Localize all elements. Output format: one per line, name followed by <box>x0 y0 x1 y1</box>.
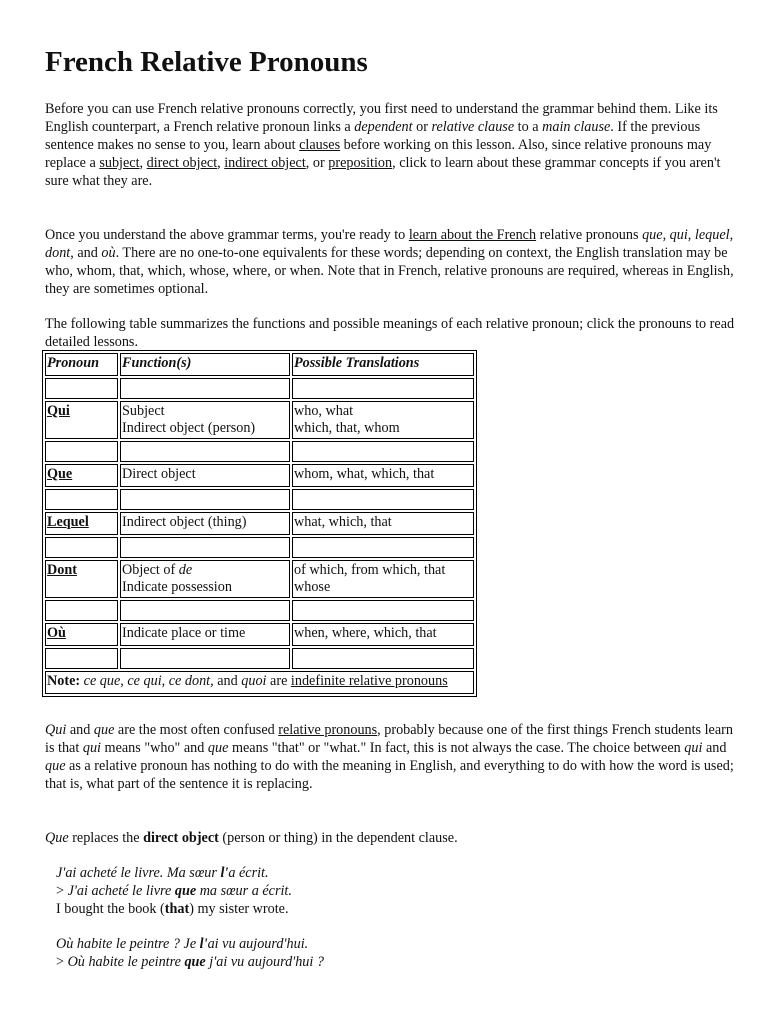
empty-cell <box>120 600 290 621</box>
function-text: Indirect object (person) <box>122 420 256 436</box>
text: relative pronouns <box>536 227 643 243</box>
text: J'ai acheté le livre <box>67 883 175 899</box>
example-highlight: l' <box>220 865 229 881</box>
example-highlight: that <box>164 901 190 917</box>
translation-text: whose <box>294 579 331 595</box>
clauses-link[interactable]: clauses <box>299 137 341 153</box>
note-cell <box>45 671 474 694</box>
text: to a <box>514 119 543 135</box>
text: ai vu aujourd'hui. <box>207 936 309 952</box>
empty-cell <box>292 489 474 510</box>
text: Où habite le peintre ? Je <box>56 936 200 952</box>
function-text: Object of <box>122 562 179 578</box>
word-qui: qui <box>669 227 688 243</box>
translation-text: when, where, which, that <box>292 623 474 646</box>
spacer-row <box>45 378 474 399</box>
text: . There are no one-to-one equivalents for these words; depending on context, the English translation may be who, whom, that, which, whose, where, or when. Note that in French, relative pronouns are required, whereas in English, they are sometimes optional. <box>45 245 734 297</box>
text: or <box>412 119 432 135</box>
text: I bought the book ( <box>56 901 165 917</box>
term-direct-object: direct object <box>143 830 219 846</box>
text: are the most often confused <box>114 722 279 738</box>
text: , and <box>210 673 242 689</box>
text: J'ai acheté le livre. Ma sœur <box>56 865 221 881</box>
text: Once you understand the above grammar terms, you're ready to <box>45 227 409 243</box>
word-que: que <box>93 722 115 738</box>
pronoun-link-qui[interactable]: Qui <box>47 403 70 419</box>
text: , <box>120 673 128 689</box>
table-header-row <box>45 353 474 376</box>
pronoun-link-lequel[interactable]: Lequel <box>47 514 89 530</box>
note-term: ce que <box>83 673 121 689</box>
empty-cell <box>45 378 118 399</box>
function-text: Indirect object (thing) <box>120 512 290 535</box>
example-line <box>56 953 324 971</box>
preposition-link[interactable]: preposition <box>328 155 393 171</box>
word-dont: dont <box>45 245 71 261</box>
empty-cell <box>292 537 474 558</box>
word-de: de <box>178 562 193 578</box>
text: are <box>266 673 291 689</box>
text: , probably because one of the first things French students learn is that <box>45 722 733 756</box>
function-text: Indicate place or time <box>120 623 290 646</box>
translation-text: of which, from which, that <box>294 562 446 578</box>
note-term: quoi <box>241 673 267 689</box>
text: (person or thing) in the dependent clause. <box>218 830 458 846</box>
text: as a relative pronoun has nothing to do with the meaning in English, and everything to do with how the word is used; that is, what part of the sentence it is replacing. <box>45 758 734 792</box>
intro-paragraph <box>45 100 735 190</box>
text: , <box>687 227 695 243</box>
translation-text: who, what <box>294 403 354 419</box>
word-ou: où <box>101 245 116 261</box>
text: The following table summarizes the functions and possible meanings of each relative pronoun; click the pronouns to read detailed lessons. <box>45 316 735 350</box>
translation-text: which, that, whom <box>294 420 400 436</box>
indirect-object-link[interactable]: indirect object <box>224 155 306 171</box>
text: , <box>662 227 670 243</box>
text: > <box>56 954 68 970</box>
spacer-row <box>45 648 474 669</box>
example-highlight: que <box>174 883 197 899</box>
header-translations: Possible Translations <box>292 353 474 376</box>
text: replaces the <box>68 830 144 846</box>
word-lequel: lequel <box>694 227 730 243</box>
grammar-paragraph <box>45 226 735 298</box>
note-term: ce qui <box>127 673 162 689</box>
word-qui: Qui <box>45 722 67 738</box>
text: and <box>702 740 727 756</box>
learn-french-link[interactable]: learn about the French <box>408 227 537 243</box>
text: , <box>217 155 225 171</box>
term-relative-clause: relative clause <box>431 119 515 135</box>
function-text: Direct object <box>120 464 290 487</box>
table-row <box>45 401 474 439</box>
spacer-row <box>45 441 474 462</box>
que-paragraph <box>45 829 735 847</box>
example-line <box>56 864 269 882</box>
function-text: Indicate possession <box>122 579 232 595</box>
table-row <box>45 623 474 646</box>
text: Before you can use French relative pronouns correctly, you first need to understand the grammar behind them. Like its English counterpart, a French relative pronoun links a <box>45 101 718 135</box>
header-functions: Function(s) <box>120 353 290 376</box>
direct-object-link[interactable]: direct object <box>146 155 218 171</box>
empty-cell <box>292 378 474 399</box>
table-row <box>45 560 474 598</box>
text: ) my sister wrote. <box>189 901 289 917</box>
text: means "who" and <box>100 740 208 756</box>
table-intro-paragraph <box>45 315 735 351</box>
empty-cell <box>45 648 118 669</box>
text: and <box>66 722 94 738</box>
example-highlight: l' <box>199 936 208 952</box>
text: a écrit. <box>228 865 269 881</box>
text: means "that" or "what." In fact, this is not always the case. The choice between <box>228 740 685 756</box>
text: > <box>56 883 68 899</box>
text: , and <box>70 245 102 261</box>
word-que: Que <box>45 830 69 846</box>
spacer-row <box>45 489 474 510</box>
example-highlight: que <box>184 954 206 970</box>
empty-cell <box>292 648 474 669</box>
relative-pronouns-link[interactable]: relative pronouns <box>278 722 378 738</box>
translation-text: what, which, that <box>292 512 474 535</box>
spacer-row <box>45 537 474 558</box>
empty-cell <box>292 441 474 462</box>
text: , <box>139 155 147 171</box>
text: . If the previous sentence makes no sense to you, learn about <box>45 119 701 153</box>
word-que: que <box>45 758 66 774</box>
empty-cell <box>120 378 290 399</box>
empty-cell <box>45 537 118 558</box>
example-line <box>56 900 289 918</box>
example-line <box>56 882 292 900</box>
text: Où habite le peintre <box>67 954 185 970</box>
word-qui: qui <box>82 740 101 756</box>
term-main-clause: main clause <box>542 119 611 135</box>
text: , click to learn about these grammar concepts if you aren't sure what they are. <box>45 155 721 189</box>
table-row <box>45 512 474 535</box>
pronoun-table <box>42 350 477 697</box>
header-pronoun: Pronoun <box>45 353 118 376</box>
empty-cell <box>45 600 118 621</box>
spacer-row <box>45 600 474 621</box>
example-line <box>56 935 308 953</box>
pronoun-link-dont[interactable]: Dont <box>47 562 77 578</box>
empty-cell <box>120 537 290 558</box>
text: , <box>729 227 734 243</box>
translation-text: whom, what, which, that <box>292 464 474 487</box>
term-dependent: dependent <box>354 119 413 135</box>
page-title: French Relative Pronouns <box>45 46 368 78</box>
empty-cell <box>45 489 118 510</box>
table-row <box>45 464 474 487</box>
empty-cell <box>292 600 474 621</box>
text: , or <box>305 155 329 171</box>
text: , <box>161 673 169 689</box>
word-que: que <box>207 740 229 756</box>
function-text: Subject <box>122 403 165 419</box>
pronoun-link-ou[interactable]: Où <box>47 625 66 641</box>
qui-que-paragraph <box>45 721 735 793</box>
empty-cell <box>45 441 118 462</box>
pronoun-link-que[interactable]: Que <box>47 466 73 482</box>
empty-cell <box>120 489 290 510</box>
word-qui: qui <box>684 740 703 756</box>
note-term: ce dont <box>168 673 211 689</box>
text: j'ai vu aujourd'hui ? <box>205 954 324 970</box>
table-note-row <box>45 671 474 694</box>
empty-cell <box>120 648 290 669</box>
indefinite-relative-pronouns-link[interactable]: indefinite relative pronouns <box>290 673 448 689</box>
subject-link[interactable]: subject <box>99 155 140 171</box>
note-label: Note: <box>47 673 81 689</box>
empty-cell <box>120 441 290 462</box>
word-que: que <box>642 227 663 243</box>
text: before working on this lesson. Also, since relative pronouns may replace a <box>45 137 712 171</box>
text: ma sœur a écrit. <box>196 883 292 899</box>
